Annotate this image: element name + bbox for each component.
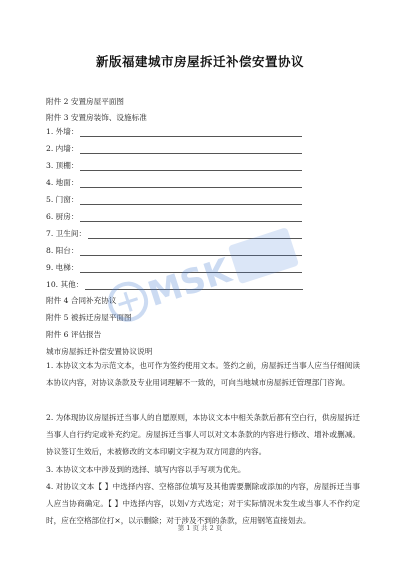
note-paragraph: 2. 为体现协议房屋拆迁当事人的自愿原则，本协议文本中相关条款后都有空白行，供房屋拆迁当事人自行约定或补充约定。房屋拆迁当事人可以对文本条款的内容进行修改、增补或删减。协议签订生效后，未被修改的文本印刷文字视为双方同意的内容。 [46,413,360,457]
fill-item [46,195,302,205]
fill-item [46,161,302,171]
fill-item-label: 6. 厨房： [46,212,79,221]
fill-blank [80,162,302,171]
note-paragraph: 3. 本协议文本中涉及到的选择、填写内容以手写项为优先。 [46,465,246,474]
fill-blank [80,145,302,154]
fill-item-label: 8. 阳台： [46,246,79,255]
fill-item [46,212,302,222]
note-paragraph: 1. 本协议文本为示范文本，也可作为签约使用文本。签约之前，房屋拆迁当事人应当仔细阅读本协议内容，对协议条款及专业用词理解不一致的，可向当地城市房屋拆迁管理部门咨询。 [46,361,360,388]
fill-item [46,178,302,188]
fill-blank [80,264,302,273]
fill-item-label: 7. 卫生间： [46,229,87,238]
document-title: 新版福建城市房屋拆迁补偿安置协议 [95,54,304,69]
fill-item [46,246,302,256]
fill-item-label: 5. 门窗： [46,195,79,204]
fill-item-label: 4. 地面： [46,178,79,187]
fill-blank [80,179,302,188]
fill-item [46,280,303,290]
fill-blank [80,128,302,137]
fill-blank [88,230,302,239]
fill-item-label: 10. 其他： [46,280,84,289]
watermark-logo [87,202,315,352]
attachment-line: 附件 3 安置房装饰、设施标准 [46,113,147,122]
note-paragraph: 4. 对协议文本【 】中选择内容、空格部位填写及其他需要删除或添加的内容，房屋拆迁当事人应当协商确定。【 】中选择内容，以划√方式选定；对于实际情况未发生或当事人不作约定时，应在空格部位打×，以示删除；对于涉及不到的条款，应用钢笔直接划去。 [46,482,360,526]
fill-blank [80,196,302,205]
page-footer: 第 1 页 共 2 页 [177,524,223,532]
fill-item [46,263,302,273]
attachment-line: 附件 2 安置房屋平面图 [46,97,125,106]
fill-item [46,229,302,239]
fill-item [46,127,302,137]
attachment-line: 附件 6 评估报告 [46,330,102,339]
fill-item-label: 9. 电梯： [46,263,79,272]
fill-blank [80,247,302,256]
notes-heading: 城市房屋拆迁补偿安置协议说明 [46,347,153,356]
fill-item [46,144,302,154]
fill-blank [80,213,302,222]
fill-item-label: 2. 内墙： [46,144,79,153]
fill-blank [85,281,303,290]
fill-item-label: 1. 外墙： [46,127,79,136]
svg-text:MSK: MSK [143,250,237,315]
attachment-line: 附件 4 合同补充协议 [46,296,117,305]
fill-item-label: 3. 顶棚： [46,161,79,170]
attachment-line: 附件 5 被拆迁房屋平面图 [46,313,132,322]
